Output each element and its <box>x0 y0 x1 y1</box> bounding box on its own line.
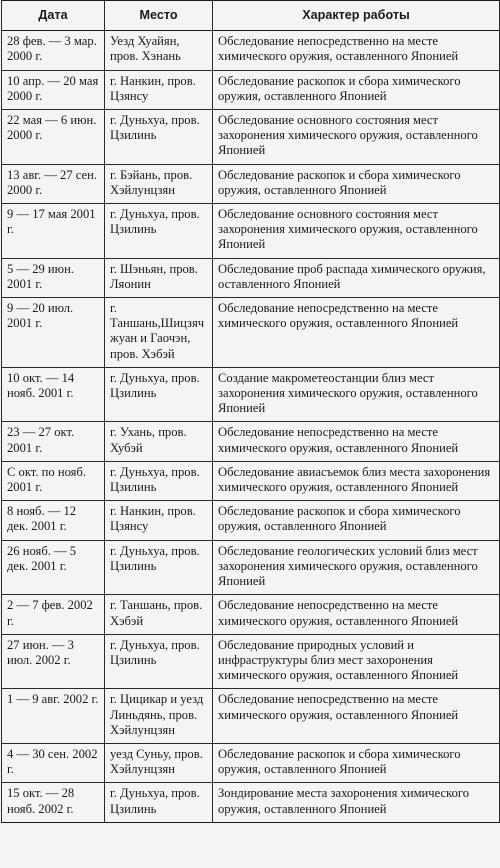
table-row <box>2 783 500 822</box>
date-cell: 23 — 27 окт. 2001 г. <box>2 422 105 461</box>
table-row <box>2 501 500 540</box>
work-cell: Обследование непосредственно на месте химического оружия, оставленного Японией <box>213 31 500 70</box>
date-cell: 9 — 17 мая 2001 г. <box>2 204 105 259</box>
date-cell: 4 — 30 сен. 2002 г. <box>2 743 105 782</box>
place-cell: г. Дуньхуа, пров. Цзилинь <box>105 634 213 689</box>
work-cell: Создание макрометеостанции близ мест захоронения химического оружия, оставленного Японией <box>213 367 500 422</box>
place-cell: г. Бэйань, пров. Хэйлунцзян <box>105 164 213 203</box>
date-cell: 8 нояб. — 12 дек. 2001 г. <box>2 501 105 540</box>
table-row <box>2 595 500 634</box>
date-cell: 26 нояб. — 5 дек. 2001 г. <box>2 540 105 595</box>
table-row <box>2 540 500 595</box>
date-cell: 10 окт. — 14 нояб. 2001 г. <box>2 367 105 422</box>
place-cell: г. Дуньхуа, пров. Цзилинь <box>105 204 213 259</box>
place-cell: г. Шэньян, пров. Ляонин <box>105 258 213 297</box>
table-row <box>2 204 500 259</box>
date-cell: 28 фев. — 3 мар. 2000 г. <box>2 31 105 70</box>
header-work: Характер работы <box>213 1 500 31</box>
table-row <box>2 298 500 368</box>
place-cell: г. Нанкин, пров. Цзянсу <box>105 70 213 109</box>
work-cell: Обследование геологических условий близ мест захоронения химического оружия, оставленного Японией <box>213 540 500 595</box>
date-cell: 1 — 9 авг. 2002 г. <box>2 689 105 744</box>
table-row <box>2 70 500 109</box>
table-row <box>2 461 500 500</box>
work-cell: Обследование непосредственно на месте химического оружия, оставленного Японией <box>213 422 500 461</box>
table-row <box>2 367 500 422</box>
place-cell: г. Цицикар и уезд Линьдянь, пров. Хэйлунцзян <box>105 689 213 744</box>
work-cell: Зондирование места захоронения химического оружия, оставленного Японией <box>213 783 500 822</box>
table-row <box>2 634 500 689</box>
header-place: Место <box>105 1 213 31</box>
table-header-row <box>2 1 500 31</box>
place-cell: Уезд Хуайян, пров. Хэнань <box>105 31 213 70</box>
date-cell: 2 — 7 фев. 2002 г. <box>2 595 105 634</box>
work-cell: Обследование раскопок и сбора химического оружия, оставленного Японией <box>213 164 500 203</box>
table-row <box>2 31 500 70</box>
survey-table <box>1 0 500 823</box>
work-cell: Обследование непосредственно на месте химического оружия, оставленного Японией <box>213 595 500 634</box>
place-cell: г. Таншань, пров. Хэбэй <box>105 595 213 634</box>
table-row <box>2 689 500 744</box>
work-cell: Обследование природных условий и инфраструктуры близ мест захоронения химического оружия, оставленного Японией <box>213 634 500 689</box>
date-cell: 27 июн. — 3 июл. 2002 г. <box>2 634 105 689</box>
date-cell: 22 мая — 6 июн. 2000 г. <box>2 110 105 165</box>
place-cell: г. Дуньхуа, пров. Цзилинь <box>105 461 213 500</box>
table-row <box>2 110 500 165</box>
work-cell: Обследование основного состояния мест захоронения химического оружия, оставленного Японией <box>213 110 500 165</box>
work-cell: Обследование непосредственно на месте химического оружия, оставленного Японией <box>213 298 500 368</box>
date-cell: С окт. по нояб. 2001 г. <box>2 461 105 500</box>
work-cell: Обследование раскопок и сбора химического оружия, оставленного Японией <box>213 743 500 782</box>
date-cell: 5 — 29 июн. 2001 г. <box>2 258 105 297</box>
place-cell: уезд Суньу, пров. Хэйлунцзян <box>105 743 213 782</box>
work-cell: Обследование непосредственно на месте химического оружия, оставленного Японией <box>213 689 500 744</box>
table-row <box>2 258 500 297</box>
date-cell: 13 авг. — 27 сен. 2000 г. <box>2 164 105 203</box>
place-cell: г. Дуньхуа, пров. Цзилинь <box>105 110 213 165</box>
place-cell: г. Ухань, пров. Хубэй <box>105 422 213 461</box>
work-cell: Обследование авиасъемок близ места захоронения химического оружия, оставленного Японией <box>213 461 500 500</box>
table-row <box>2 743 500 782</box>
work-cell: Обследование проб распада химического оружия, оставленного Японией <box>213 258 500 297</box>
work-cell: Обследование раскопок и сбора химического оружия, оставленного Японией <box>213 501 500 540</box>
date-cell: 9 — 20 июл. 2001 г. <box>2 298 105 368</box>
date-cell: 15 окт. — 28 нояб. 2002 г. <box>2 783 105 822</box>
place-cell: г. Дуньхуа, пров. Цзилинь <box>105 540 213 595</box>
date-cell: 10 апр. — 20 мая 2000 г. <box>2 70 105 109</box>
work-cell: Обследование раскопок и сбора химического оружия, оставленного Японией <box>213 70 500 109</box>
table-row <box>2 422 500 461</box>
work-cell: Обследование основного состояния мест захоронения химического оружия, оставленного Японией <box>213 204 500 259</box>
place-cell: г. Нанкин, пров. Цзянсу <box>105 501 213 540</box>
place-cell: г. Дуньхуа, пров. Цзилинь <box>105 783 213 822</box>
header-date: Дата <box>2 1 105 31</box>
place-cell: г. Дуньхуа, пров. Цзилинь <box>105 367 213 422</box>
place-cell: г. Таншань,Шицзячжуан и Гаочэн, пров. Хэбэй <box>105 298 213 368</box>
table-row <box>2 164 500 203</box>
